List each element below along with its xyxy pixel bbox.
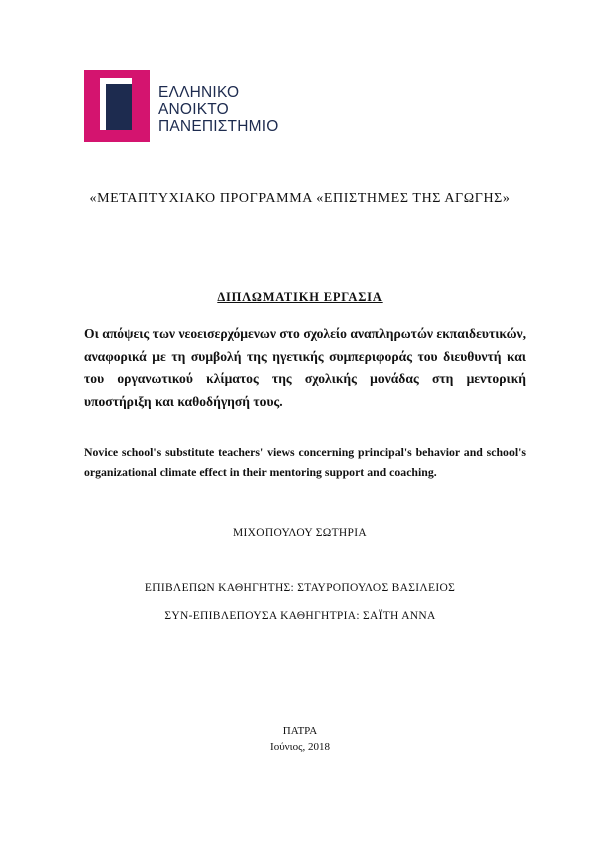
logo-line-1: ΕΛΛΗΝΙΚΟ — [158, 84, 240, 101]
program-title: «ΜΕΤΑΠΤΥΧΙΑΚΟ ΠΡΟΓΡΑΜΜΑ «ΕΠΙΣΤΗΜΕΣ ΤΗΣ ΑΓΩΓΗΣ» — [89, 191, 511, 206]
logo-line-3: ΠΑΝΕΠΙΣΤΗΜΙΟ — [158, 118, 279, 135]
logo-line-2: ΑΝΟΙΚΤΟ — [158, 101, 229, 118]
author-name: ΜΙΧΟΠΟΥΛΟΥ ΣΩΤΗΡΙΑ — [233, 527, 367, 539]
thesis-title-greek: Οι απόψεις των νεοεισερχόμενων στο σχολείο αναπληρωτών εκπαιδευτικών, αναφορικά με τη συμβολή της ηγετικής συμπεριφοράς του διευθυντή και του οργανωτικού κλίματος της σχολικής μονάδας στη μεντορική υποστήριξη και καθοδήγησή τους. — [84, 326, 526, 409]
date: Ιούνιος, 2018 — [270, 741, 330, 753]
logo-navy-block — [106, 84, 132, 130]
logo-emblem-icon — [84, 70, 154, 142]
thesis-label: ΔΙΠΛΩΜΑΤΙΚΗ ΕΡΓΑΣΙΑ — [217, 290, 383, 304]
university-logo — [84, 70, 284, 150]
supervisor-line: ΕΠΙΒΛΕΠΩΝ ΚΑΘΗΓΗΤΗΣ: ΣΤΑΥΡΟΠΟΥΛΟΣ ΒΑΣΙΛΕΙΟΣ — [144, 582, 456, 594]
co-supervisor-line: ΣΥΝ-ΕΠΙΒΛΕΠΟΥΣΑ ΚΑΘΗΓΗΤΡΙΑ: ΣΑΪΤΗ ΑΝΝΑ — [164, 610, 436, 622]
city: ΠΑΤΡΑ — [282, 725, 318, 737]
logo-wordmark — [158, 84, 278, 135]
thesis-title-english: Novice school's substitute teachers' views concerning principal's behavior and school's organizational climate effect in their mentoring support and coaching. — [84, 445, 526, 479]
